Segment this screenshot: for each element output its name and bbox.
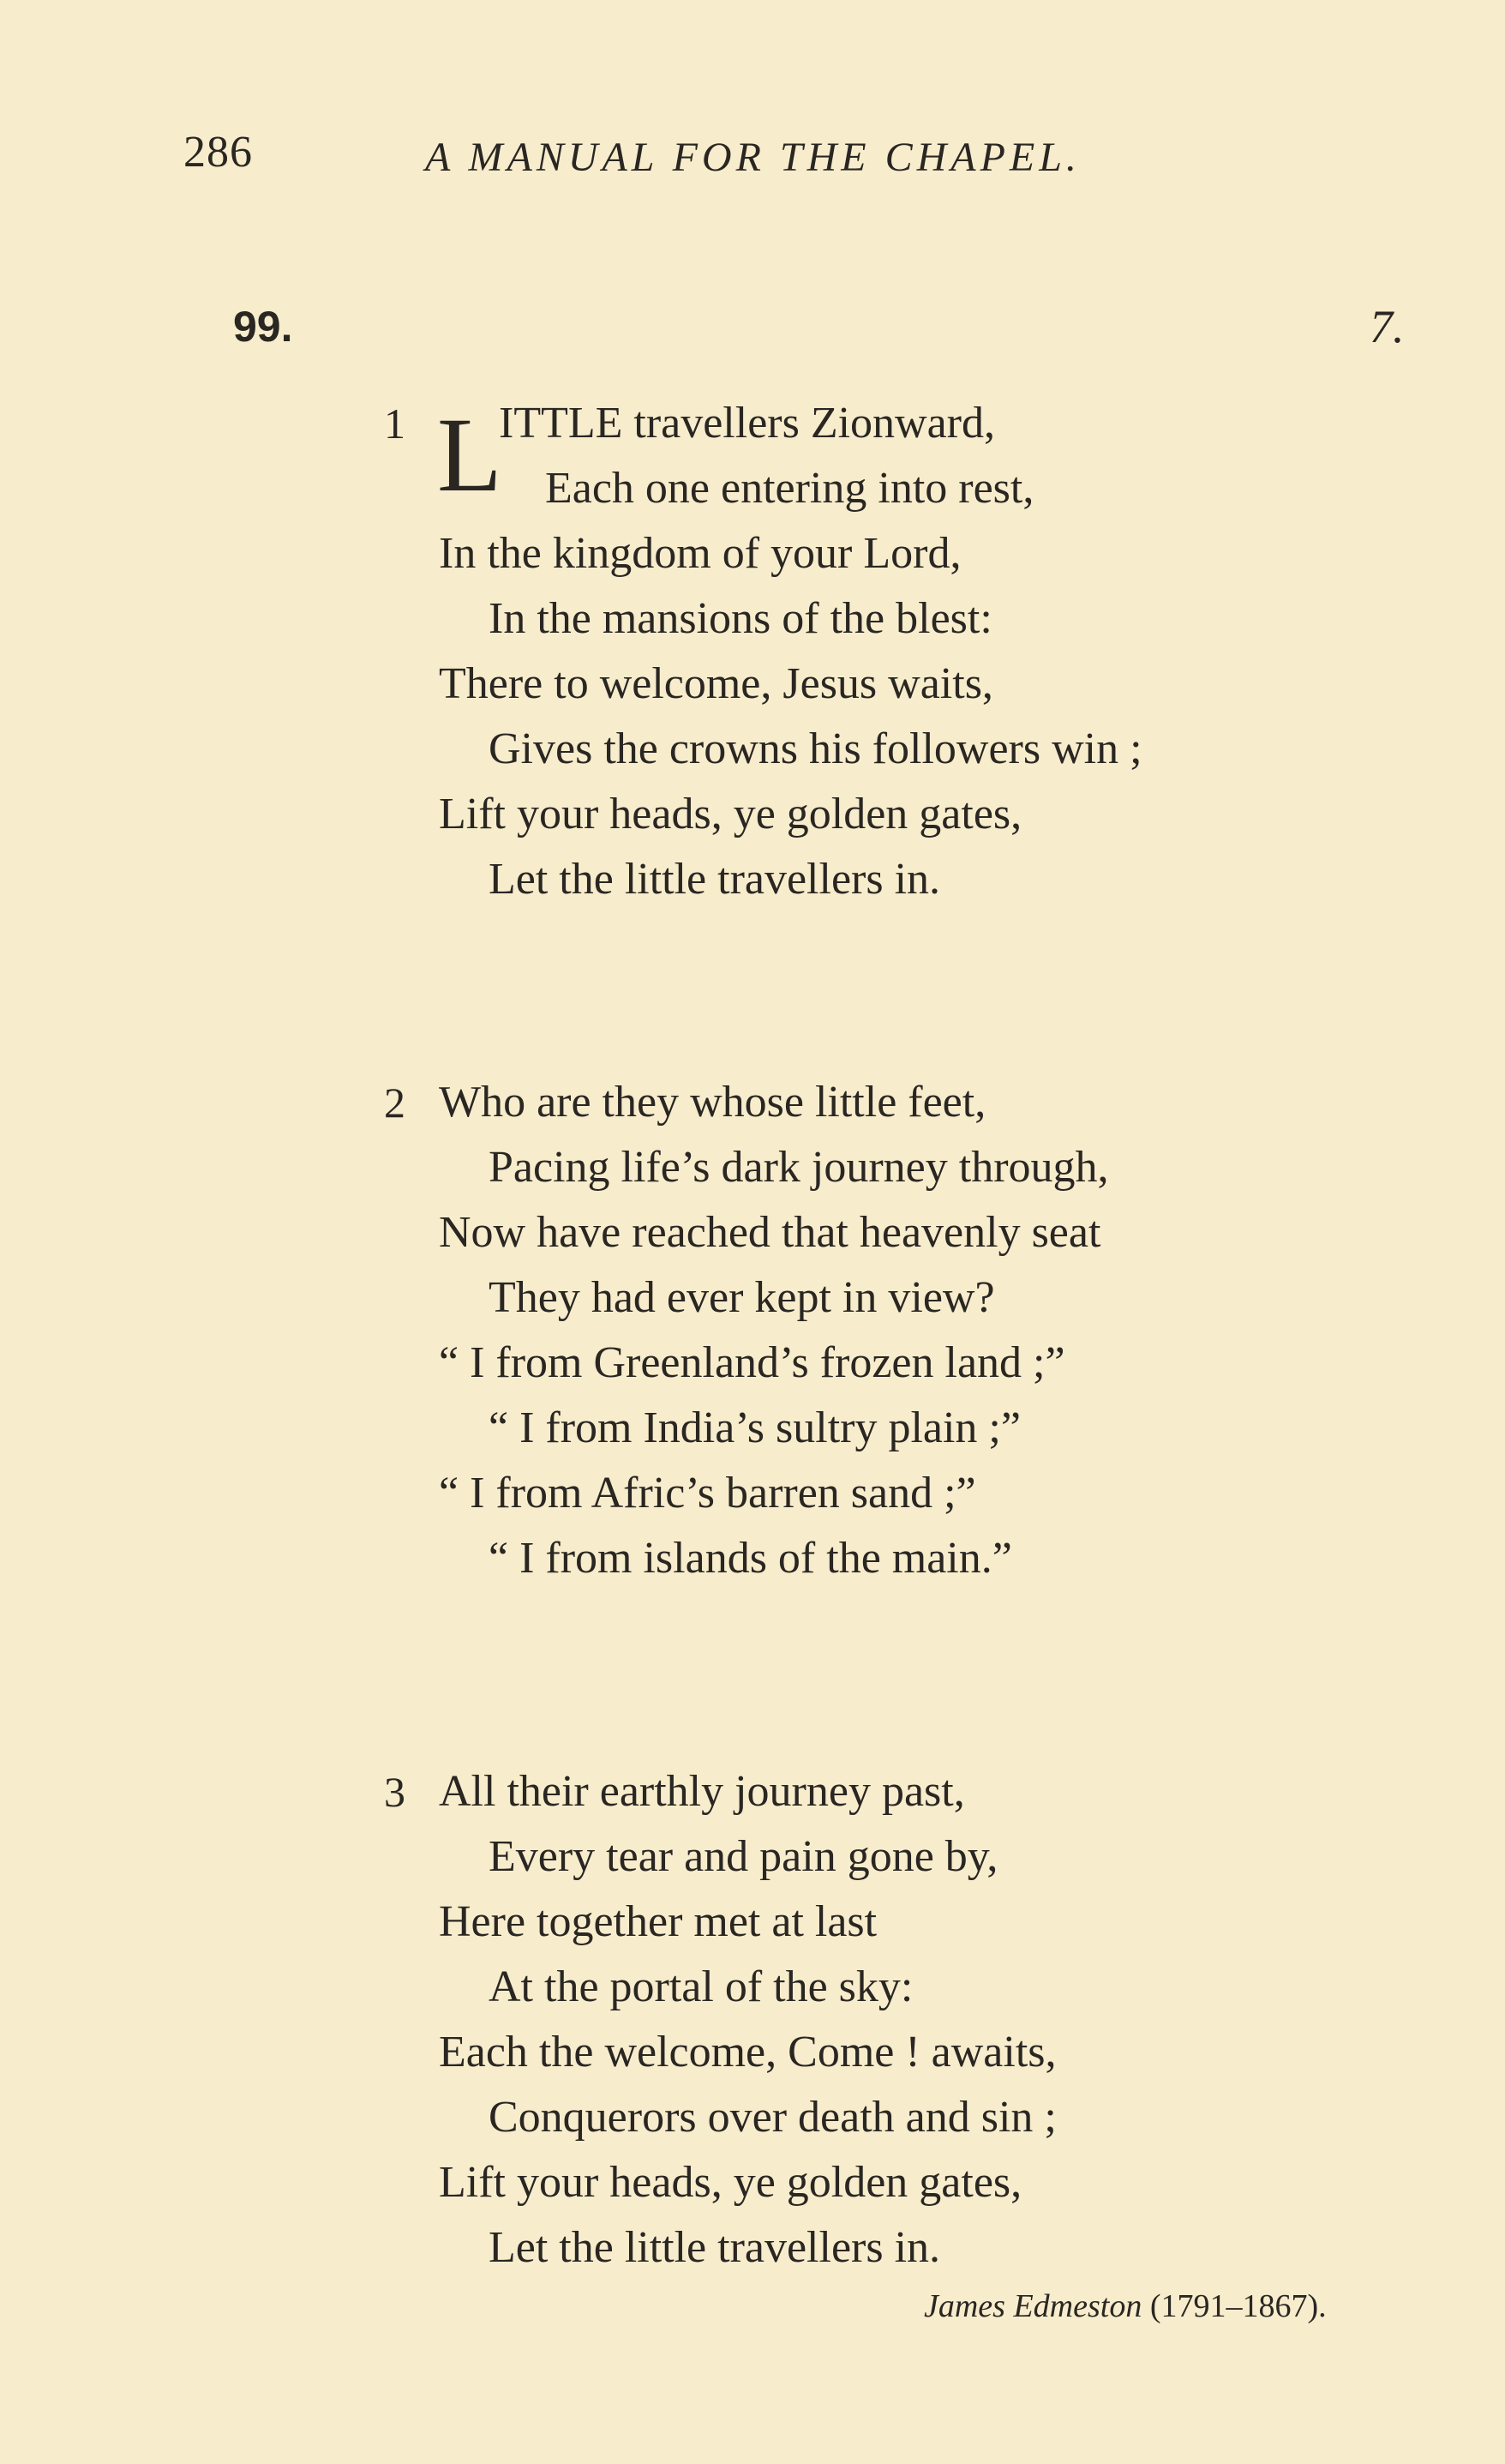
verse-line: “ I from Greenland’s frozen land ;” bbox=[439, 1338, 1065, 1387]
verse-line: “ I from Afric’s barren sand ;” bbox=[439, 1469, 976, 1517]
verse-line: Let the little travellers in. bbox=[489, 855, 941, 904]
verse-line: At the portal of the sky: bbox=[489, 1962, 914, 2011]
stanza-number: 1 bbox=[384, 400, 405, 448]
verse-line: Now have reached that heavenly seat bbox=[439, 1208, 1101, 1257]
stanza-number: 3 bbox=[384, 1768, 405, 1816]
author-name: James Edmeston bbox=[924, 2288, 1142, 2324]
verse-line: Lift your heads, ye golden gates, bbox=[439, 790, 1022, 838]
verse-line: Here together met at last bbox=[439, 1897, 878, 1946]
verse-line: Pacing life’s dark journey through, bbox=[489, 1143, 1109, 1192]
verse-line: There to welcome, Jesus waits, bbox=[439, 659, 993, 708]
author-dates: (1791–1867). bbox=[1149, 2288, 1327, 2324]
page-number: 286 bbox=[183, 128, 253, 177]
verse-line: Let the little travellers in. bbox=[489, 2223, 941, 2272]
hymn-meter: 7. bbox=[1370, 301, 1405, 352]
stanza-number: 2 bbox=[384, 1079, 405, 1127]
verse-line: All their earthly journey past, bbox=[439, 1767, 965, 1816]
verse-line: They had ever kept in view? bbox=[489, 1273, 995, 1322]
verse-line: Who are they whose little feet, bbox=[439, 1078, 986, 1127]
verse-line: “ I from islands of the main.” bbox=[489, 1534, 1012, 1583]
verse-line: Every tear and pain gone by, bbox=[489, 1832, 998, 1881]
verse-line: Each one entering into rest, bbox=[545, 464, 1034, 513]
verse-line: Conquerors over death and sin ; bbox=[489, 2093, 1057, 2142]
verse-line: In the kingdom of your Lord, bbox=[439, 529, 962, 578]
hymn-number: 99. bbox=[233, 303, 293, 351]
verse-line: In the mansions of the blest: bbox=[489, 594, 992, 643]
hymn-attribution bbox=[924, 2287, 1327, 2325]
verse-line: Each the welcome, Come ! awaits, bbox=[439, 2028, 1057, 2076]
verse-line: ITTLE travellers Zionward, bbox=[499, 399, 995, 448]
verse-line: Lift your heads, ye golden gates, bbox=[439, 2158, 1022, 2207]
verse-line: “ I from India’s sultry plain ;” bbox=[489, 1403, 1021, 1452]
running-head: A MANUAL FOR THE CHAPEL. bbox=[425, 135, 1081, 180]
drop-cap: L bbox=[437, 396, 502, 514]
verse-line: Gives the crowns his followers win ; bbox=[489, 724, 1142, 773]
